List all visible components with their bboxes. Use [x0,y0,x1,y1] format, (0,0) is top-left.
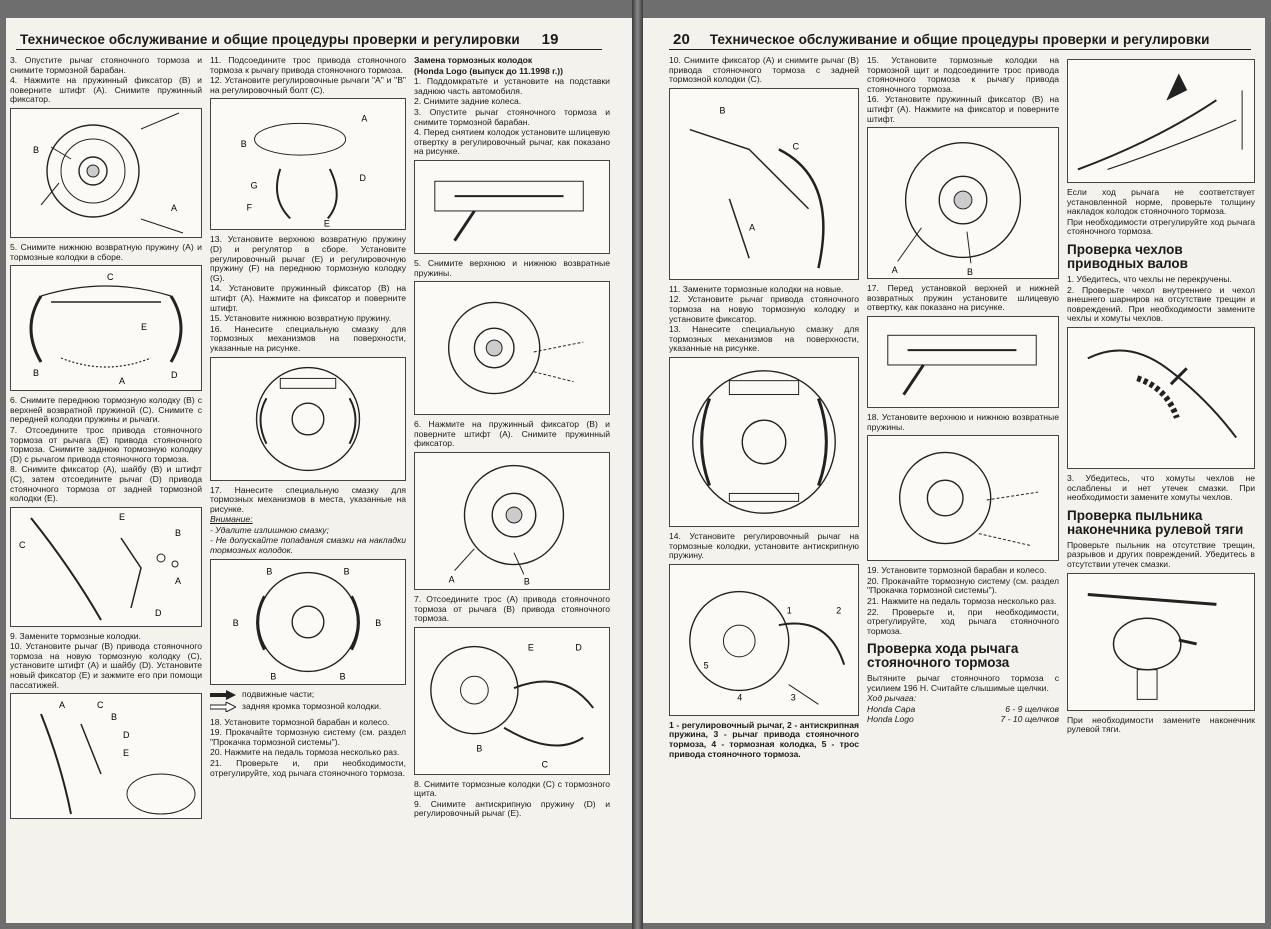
figure-adjuster [210,98,406,230]
step-text: 8. Снимите тормозные колодки (С) с тормозного щита. [414,778,610,799]
column-2 [210,56,406,779]
solid-arrow-icon [210,690,236,700]
header-rule [669,49,1251,50]
cv-boot-drawing [1068,328,1254,468]
figure-lever-removal [669,88,859,280]
label-d: D [575,642,582,653]
step-text: 5. Снимите верхнюю и нижнюю возвратные пружины. [414,257,610,278]
spec-model: Honda Logo [867,713,914,724]
step-text: Если ход рычага не соответствует установленной норме, проверьте толщину накладок колодок стояночного тормоза. [1067,187,1255,217]
header-rule [16,49,602,50]
step-text: 22. Проверьте и, при необходимости, отрегулируйте, ход рычага стояночного тормоза. [867,606,1059,636]
step-text: 20. Прокачайте тормозную систему (см. раздел "Прокачка тормозной системы"). [867,575,1059,596]
step-text: 10. Снимите фиксатор (А) и снимите рычаг (В) привода стояночного тормоза с задней тормозной колодки (С). [669,55,859,85]
label-1: 1 [786,605,792,616]
column-3 [414,56,610,820]
figure-springs-install [867,435,1059,561]
subsection-title: Замена тормозных колодок [414,55,533,65]
step-text: 14. Установите регулировочный рычаг на тормозные колодки, установите антискрипную пружину. [669,530,859,561]
step-text: 3. Опустите рычаг стояночного тормоза и снимите тормозной барабан. [414,106,610,127]
lever-drawing [11,508,201,626]
section-heading: Проверка пыльника наконечника рулевой тяги [1067,507,1244,537]
step-text: Вытяните рычаг стояночного тормоза с усилием 196 Н. Считайте слышимые щелчки. [867,673,1059,693]
label-a: A [448,574,455,585]
step-text: 2. Снимите задние колеса. [414,96,522,107]
parking-lever-drawing [1068,60,1254,182]
step-text: 16. Нанесите специальную смазку для тормозных механизмов на поверхности, указанные на рисунке. [210,323,406,353]
step-text: 17. Нанесите специальную смазку для тормозных механизмов в места, указанные на рисунке. [210,484,406,514]
hub-drawing-2 [415,453,609,589]
label-b: B [339,671,346,682]
step-text: 14. Установите пружинный фиксатор (В) на штифт (А). Нажмите на фиксатор и поверните штифт. [210,283,406,313]
label-c: C [792,141,800,152]
step-text: 15. Установите тормозные колодки на тормозной щит и подсоедините трос привода стояночного тормоза к рычагу привода стояночного тормоза. [867,55,1059,94]
label-b: B [33,368,40,379]
lever-install-drawing [11,694,201,818]
tie-rod-drawing [1068,574,1254,710]
figure-adjuster-install [669,564,859,716]
page-number: 19 [541,31,559,48]
step-text: 11. Замените тормозные колодки на новые. [669,283,844,294]
step-text: 3. Убедитесь, что хомуты чехлов не ослаблены и нет утечек смазки. При необходимости замените хомуты чехлов. [1067,472,1255,503]
step-text: При необходимости отрегулируйте ход рычага стояночного тормоза. [1067,216,1255,237]
figure-shoe-assembly [10,265,202,391]
label-b: B [966,267,973,278]
step-text: 21. Нажмите на педаль тормоза несколько раз. [867,595,1057,606]
hub-drawing [415,282,609,414]
step-text: 1. Убедитесь, что чехлы не перекручены. [1067,273,1232,284]
step-text: 19. Прокачайте тормозную систему (см. раздел "Прокачка тормозной системы"). [210,727,406,747]
label-c: C [97,700,104,711]
book-gutter [632,0,643,929]
label-c: C [541,759,549,770]
brake-drum-drawing [11,109,201,237]
page-header [673,31,1210,48]
step-text: 13. Нанесите специальную смазку для тормозных механизмов на поверхности, указанные на рисунке. [669,324,859,354]
label-d: D [155,607,162,618]
step-text: 10. Установите рычаг (В) привода стояночного тормоза на новую тормозную колодку (С), установите штифт (А) и шайбу (D). Установите новый фиксатор (Е) и зажмите его при помощи пассатижей. [10,641,202,690]
figure-return-springs [414,281,610,415]
step-text: 1. Поддомкратьте и установите на подставки заднюю часть автомобиля. [414,76,610,96]
figure-tie-rod-boot [1067,573,1255,711]
figure-retainer-install [867,127,1059,279]
step-text: 12. Установите регулировочные рычаги "А" и "В" на регулировочный болт (С). [210,75,406,95]
brake-plate-drawing [211,358,405,480]
step-text: При необходимости замените наконечник рулевой тяги. [1067,714,1255,735]
page-20 [643,18,1265,923]
step-text: 9. Замените тормозные колодки. [10,630,141,641]
label-b: B [523,576,530,587]
screwdriver-drawing [415,161,609,253]
brake-shoes-drawing [11,266,201,390]
figure-screwdriver [414,160,610,254]
step-text: 13. Установите верхнюю возвратную пружину (D) и регулятор в сборе. Установите регулировочный рычаг (Е) и регулировочную пружину (F) на переднюю тормозную колодку (G). [210,234,406,283]
column-2 [867,56,1059,724]
figure-lubrication-1 [210,357,406,481]
label-e: E [141,322,148,333]
label-c: C [107,272,114,283]
legend-moving-parts [210,690,406,700]
page-19 [6,18,632,923]
figure-caption: 1 - регулировочный рычаг, 2 - антискрипная пружина, 3 - рычаг привода стояночного тормоза, 4 - тормозная колодка, 5 - трос привода стояночного тормоза. [669,719,859,759]
label-4: 4 [737,692,743,703]
shoes-drawing [415,628,609,774]
label-a: A [119,376,126,387]
label-d: D [123,730,130,741]
label-e: E [527,642,534,653]
label-a: A [749,222,756,233]
label-d: D [171,370,178,381]
label-b: B [232,617,239,628]
label-b: B [240,139,247,150]
section-heading: Проверка хода рычага стояночного тормоза [867,641,1019,671]
step-text: 4. Перед снятием колодок установите шлицевую отвертку в регулировочный рычаг, как показано на рисунке. [414,127,610,157]
step-text: 3. Опустите рычаг стояночного тормоза и снимите тормозной барабан. [10,55,202,75]
label-b: B [476,743,483,754]
page-header-title: Техническое обслуживание и общие процедуры проверки и регулировки [20,32,520,47]
screwdriver-drawing [868,317,1058,407]
step-text: 6. Нажмите на пружинный фиксатор (В) и поверните штифт (А). Снимите пружинный фиксатор. [414,419,610,449]
label-d: D [359,173,366,184]
attention-item: - Удалите излишнюю смазку; [210,524,329,535]
step-text: 7. Отсоедините трос (А) привода стояночного тормоза от рычага (В) привода стояночного тормоза. [414,593,610,624]
legend-shoe-edge [210,702,406,712]
spec-value: 7 - 10 щелчков [1000,713,1059,724]
label-f: F [246,202,253,213]
subsection-subtitle: (Honda Logo (выпуск до 11.1998 г.)) [414,65,563,76]
step-text: 20. Нажмите на педаль тормоза несколько раз. [210,747,400,758]
figure-lubrication-points [669,357,859,527]
figure-parking-lever [1067,59,1255,183]
step-text: 12. Установите рычаг привода стояночного тормоза на новую тормозную колодку и установите фиксатор. [669,294,859,324]
hub-drawing-2 [868,436,1058,560]
label-a: A [175,575,182,586]
figure-shoes-removal [414,627,610,775]
step-text: 5. Снимите нижнюю возвратную пружину (А) и тормозные колодки в сборе. [10,241,202,262]
figure-install-lever [10,693,202,819]
outline-arrow-icon [210,702,236,712]
label-e: E [119,511,126,522]
legend-text: задняя кромка тормозной колодки. [242,700,382,711]
spec-value: 6 - 9 щелчков [1005,704,1059,715]
figure-lever-detail [10,507,202,627]
shoe-assembly-drawing [670,565,858,715]
label-2: 2 [836,605,842,616]
label-b: B [266,566,273,577]
label-a: A [171,202,178,213]
section-heading: Проверка чехлов приводных валов [1067,241,1188,271]
lever-drawing [670,89,858,279]
brake-plate-drawing [670,358,858,526]
spec-model: Honda Capa [867,704,916,715]
label-a: A [361,113,368,124]
figure-lubrication-2 [210,559,406,685]
attention-label: Внимание: [210,514,253,525]
label-b: B [343,566,350,577]
legend-text: подвижные части; [242,688,315,699]
page-header [20,31,559,48]
label-b: B [375,617,382,628]
step-text: 7. Отсоедините трос привода стояночного тормоза от рычага (Е) привода стояночного тормоза. Снимите заднюю тормозную колодку (D) с рычагом привода стояночного тормоза. [10,424,202,464]
figure-pin-retainer [414,452,610,590]
label-g: G [250,181,258,192]
figure-spring-retainer [10,108,202,238]
step-text: 21. Проверьте и, при необходимости, отрегулируйте, ход рычага стояночного тормоза. [210,758,406,778]
step-text: 9. Снимите антискрипную пружину (D) и регулировочный рычаг (Е). [414,798,610,819]
step-text: 6. Снимите переднюю тормозную колодку (В) с верхней возвратной пружиной (С). Снимите с передней колодки пружины и рычаги. [10,395,202,425]
step-text: 8. Снимите фиксатор (А), шайбу (В) и штифт (С), затем отсоедините рычаг (D) привода стояночного тормоза от задней тормозной колодки (Е). [10,464,202,504]
label-e: E [123,748,130,759]
step-text: 15. Установите нижнюю возвратную пружину. [210,313,392,324]
label-b: B [111,712,118,723]
figure-driveshaft-boot [1067,327,1255,469]
spec-title: Ход рычага: [867,693,917,704]
page-header-title: Техническое обслуживание и общие процедуры проверки и регулировки [709,32,1210,47]
label-b: B [175,527,182,538]
label-b: B [270,671,277,682]
page-number: 20 [673,31,690,48]
step-text: 4. Нажмите на пружинный фиксатор (В) и поверните штифт (А). Снимите пружинный фиксатор. [10,75,202,105]
column-1 [10,56,202,824]
hub-drawing [868,128,1058,278]
step-text: 16. Установите пружинный фиксатор (В) на штифт (А). Нажмите на фиксатор и поверните штифт. [867,94,1059,124]
step-text: Проверьте пыльник на отсутствие трещин, разрывов и других повреждений. Убедитесь в отсутствии утечек смазки. [1067,539,1255,569]
spec-row [867,715,1059,725]
label-b: B [33,144,40,155]
adjuster-drawing [211,99,405,229]
label-a: A [891,265,898,276]
label-5: 5 [703,660,709,671]
brake-plate-drawing-2 [211,560,405,684]
label-a: A [59,700,66,711]
attention-item: - Не допускайте попадания смазки на накладки тормозных колодок. [210,535,406,556]
column-3 [1067,56,1255,736]
figure-screwdriver-install [867,316,1059,408]
label-e: E [323,218,330,229]
column-1 [669,56,859,760]
step-text: 2. Проверьте чехол внутреннего и чехол внешнего шарниров на отсутствие трещин и повреждений. При необходимости замените чехлы и хомуты чехлов. [1067,284,1255,324]
label-3: 3 [790,692,796,703]
step-text: 18. Установите тормозной барабан и колесо. [210,716,390,727]
step-text: 19. Установите тормозной барабан и колесо. [867,565,1047,576]
label-c: C [19,539,26,550]
step-text: 18. Установите верхнюю и нижнюю возвратные пружины. [867,411,1059,432]
step-text: 11. Подсоедините трос привода стояночного тормоза к рычагу привода стояночного тормоза. [210,55,406,75]
step-text: 17. Перед установкой верхней и нижней возвратных пружин установите шлицевую отвертку, как показано на рисунке. [867,283,1059,313]
label-b: B [719,105,726,116]
